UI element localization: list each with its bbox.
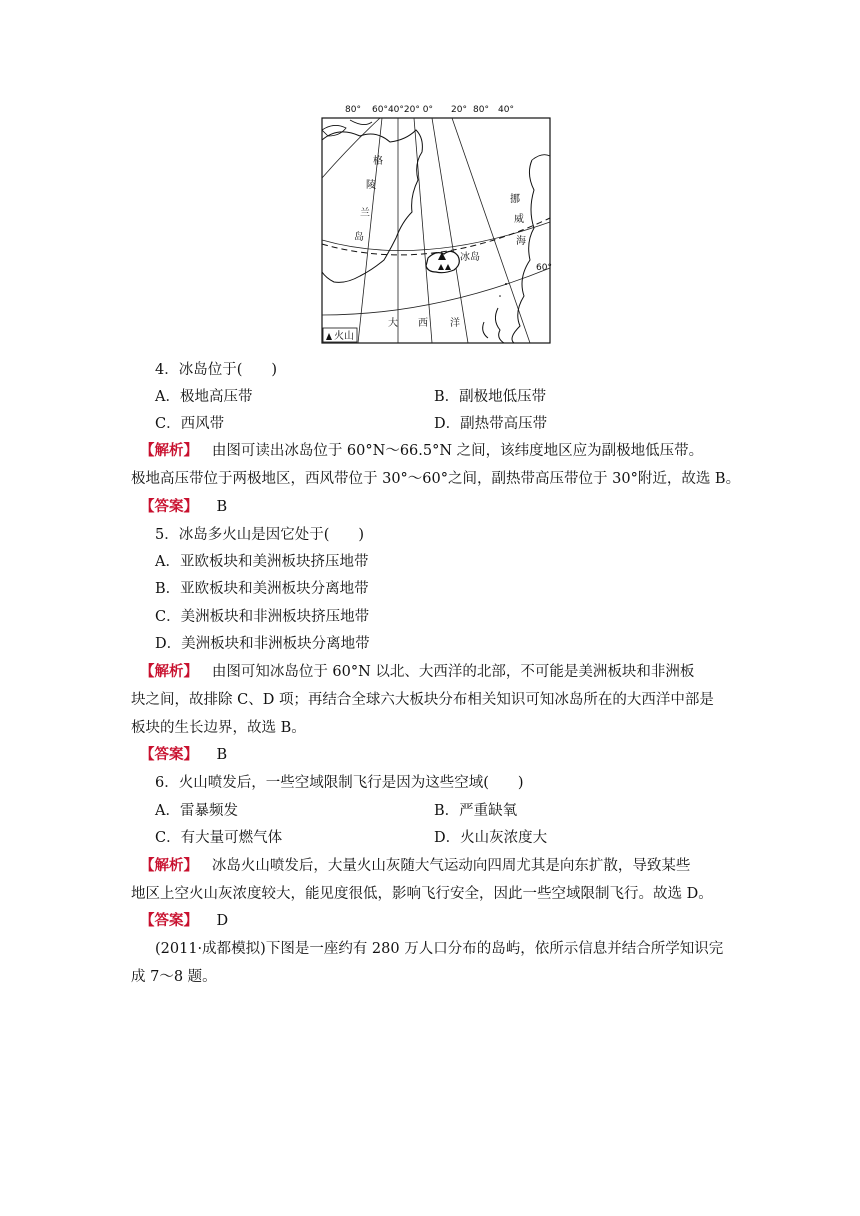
atlantic-label-3: 洋	[450, 318, 460, 329]
answer-tag: 【答案】	[140, 912, 198, 929]
intro-line-1: (2011·成都模拟)下图是一座约有 280 万人口分布的岛屿，依所示信息并结合所学知识完	[155, 941, 724, 957]
q5-option-b: B．亚欧板块和美洲板块分离地带	[155, 581, 369, 597]
iceland-label: 冰岛	[460, 252, 480, 263]
q4-stem: 4．冰岛位于( )	[155, 362, 278, 378]
q4-option-c: C．西风带	[155, 416, 225, 432]
answer-tag: 【答案】	[140, 746, 198, 763]
q6-stem: 6．火山喷发后，一些空域限制飞行是因为这些空域( )	[155, 775, 524, 791]
q5-answer: B	[216, 747, 228, 763]
q4-option-a: A．极地高压带	[155, 389, 253, 405]
intro-line-2: 成 7～8 题。	[131, 969, 217, 985]
lat-label-60: 60°	[536, 263, 552, 273]
norwegian-sea-label-3: 海	[516, 236, 526, 247]
q6-analysis-text-1: 冰岛火山喷发后，大量火山灰随大气运动向四周尤其是向东扩散，导致某些	[211, 858, 691, 874]
q6-analysis-line-2: 地区上空火山灰浓度较大，能见度很低，影响飞行安全，因此一些空域限制飞行。故选 D。	[131, 886, 713, 902]
greenland-label-1: 格	[373, 156, 383, 167]
atlantic-label-2: 西	[418, 318, 428, 329]
greenland-label-4: 岛	[354, 232, 364, 243]
british-isles	[483, 308, 504, 343]
q5-stem: 5．冰岛多火山是因它处于( )	[155, 527, 365, 543]
q5-option-c: C．美洲板块和非洲板块挤压地带	[155, 609, 370, 625]
legend-label: 火山	[334, 331, 354, 342]
q6-answer: D	[216, 913, 229, 929]
scandinavia-coast	[512, 160, 534, 343]
q4-analysis-text-1: 由图可读出冰岛位于 60°N～66.5°N 之间，该纬度地区应为副极地低压带。	[211, 443, 704, 459]
analysis-tag: 【解析】	[140, 442, 198, 459]
map-graticule	[322, 118, 550, 343]
q5-answer-line	[140, 745, 227, 765]
q5-analysis-line-3: 板块的生长边界，故选 B。	[131, 720, 306, 736]
lon-label-40e: 40°	[498, 105, 514, 115]
q6-analysis-line-1	[140, 856, 690, 876]
q4-option-d: D．副热带高压带	[434, 416, 548, 432]
q5-analysis-line-1	[140, 662, 694, 682]
lon-label-80w: 80°	[345, 105, 361, 115]
q5-option-d: D．美洲板块和非洲板块分离地带	[155, 636, 370, 652]
norwegian-sea-label-1: 挪	[510, 194, 520, 205]
lon-label-80e: 80°	[473, 105, 489, 115]
q6-option-b: B．严重缺氧	[434, 803, 518, 819]
q6-answer-line	[140, 911, 228, 931]
q5-analysis-line-2: 块之间，故排除 C、D 项；再结合全球六大板块分布相关知识可知冰岛所在的大西洋中部是	[131, 692, 714, 708]
q6-option-c: C．有大量可燃气体	[155, 830, 283, 846]
greenland-label-2: 陵	[366, 180, 376, 191]
greenland-label-3: 兰	[360, 208, 370, 219]
q4-answer: B	[216, 499, 228, 515]
q6-option-a: A．雷暴频发	[155, 803, 238, 819]
analysis-tag: 【解析】	[140, 857, 198, 874]
q5-analysis-text-1: 由图可知冰岛位于 60°N 以北、大西洋的北部，不可能是美洲板块和非洲板	[211, 664, 695, 680]
analysis-tag: 【解析】	[140, 663, 198, 680]
lon-label-60-0: 60°40°20° 0°	[372, 105, 433, 115]
q4-option-b: B．副极地低压带	[434, 389, 547, 405]
q4-answer-line	[140, 497, 227, 517]
q5-option-a: A．亚欧板块和美洲板块挤压地带	[155, 554, 369, 570]
answer-tag: 【答案】	[140, 498, 198, 515]
q4-analysis-line-2: 极地高压带位于两极地区，西风带位于 30°～60°之间，副热带高压带位于 30°附近，故选 B。	[131, 471, 741, 487]
iceland-map	[320, 100, 554, 346]
lon-label-20e: 20°	[451, 105, 467, 115]
norwegian-sea-label-2: 威	[514, 214, 524, 225]
q4-analysis-line-1	[140, 441, 703, 461]
map-frame	[322, 118, 550, 343]
atlantic-label-1: 大	[388, 318, 398, 329]
q6-option-d: D．火山灰浓度大	[434, 830, 548, 846]
